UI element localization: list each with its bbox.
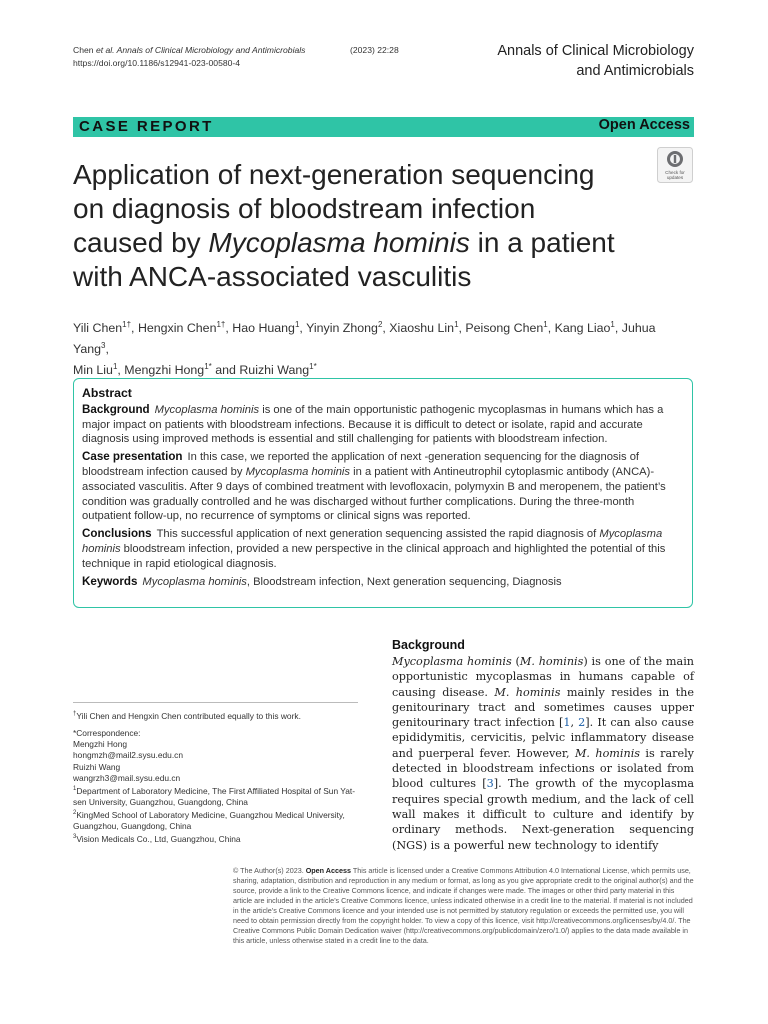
author-sup: 2 bbox=[377, 320, 383, 329]
author[interactable]: Xiaoshu Lin bbox=[389, 321, 455, 336]
affiliation bbox=[73, 808, 368, 832]
badge-line2: updates bbox=[666, 175, 684, 180]
abstract-case-text1: In this case, we reported the application of next -generation sequencing for the diagnosis of bloodstream infection caused by bbox=[82, 451, 640, 478]
correspondent-name: Mengzhi Hong bbox=[73, 739, 128, 750]
author-sup: 1 bbox=[112, 362, 118, 372]
abstract-organism: Mycoplasma hominis bbox=[154, 403, 260, 416]
citation-journal: Annals of Clinical Microbiology and Antimicrobials bbox=[114, 45, 306, 55]
author-sup: 1 bbox=[543, 320, 548, 329]
abstract-keywords-text: , Bloodstream infection, Next generation sequencing, Diagnosis bbox=[246, 575, 562, 588]
author-sup: 1 bbox=[294, 320, 300, 329]
author-sup: 1† bbox=[122, 320, 132, 329]
license-text: This article is licensed under a Creative Commons Attribution 4.0 International License, which permits use, sharing, adaptation, distribution and reproduction in any medium or format, as long as you give appropriate credit to the original author(s) and the source, provide a link to the Creative Commons licence, and indicate if changes were made. The images or other third party material in this article are included in the article’s Creative Commons licence, unless indicated otherwise in a credit line to the material. If material is not included in the article’s Creative Commons licence and your intended use is not permitted by statutory regulation or exceeds the permitted use, you will need to obtain permission directly from the copyright holder. To view a copy of this licence, visit http://creativecommons.org/licenses/by/4.0/. The Creative Commons Public Domain Dedication waiver (http://creativecommons.org/publicdomain/zero/1.0/) applies to the data made available in this article, unless otherwise stated in a credit line to the data. bbox=[233, 866, 694, 945]
abstract-heading: Abstract bbox=[82, 386, 132, 400]
abstract-conclusions-text1: This successful application of next generation sequencing assisted the rapid diagnosis of bbox=[156, 528, 600, 541]
author-list: Yili Chen$^{1\dagger}$, Hengxin Chen$^{1\dagger}$, Hao Huang$^1$, Yinyin Zhong$^2$, Xiaoshu Lin$^1$, Peisong Chen$^1$, Kang Liao$^1$, Juhua Yang$^3$, Min Liu$^1$, Mengzhi Hong$^{1*}$ and Ruizhi Wang$^{1*}$ bbox=[73, 320, 656, 378]
bg-text: , bbox=[570, 716, 579, 730]
bg-organism: Mycoplasma hominis bbox=[392, 655, 512, 668]
bg-organism-abbr: M. hominis bbox=[494, 685, 561, 699]
abstract-conclusions-label: Conclusions bbox=[82, 527, 152, 541]
citation-header bbox=[73, 44, 433, 70]
author[interactable]: Hengxin Chen bbox=[137, 321, 217, 336]
correspondence-block bbox=[73, 728, 368, 845]
aff-sup: 2 bbox=[73, 810, 77, 817]
author[interactable]: Peisong Chen bbox=[465, 321, 544, 336]
section-heading-background: Background bbox=[392, 638, 465, 652]
author-sup: 1* bbox=[309, 362, 317, 372]
bg-text: mainly resides in the genitourinary tract and sometimes causes upper genitourinary tract infection [ bbox=[392, 685, 694, 730]
abstract-background-label: Background bbox=[82, 402, 150, 416]
bg-text: ]. It can also cause epididymitis, cervicitis, pelvic inflammatory disease and puerperal fever. However, bbox=[392, 716, 694, 760]
author[interactable]: Ruizhi Wang bbox=[239, 363, 310, 378]
check-updates-icon bbox=[657, 147, 693, 183]
affiliation bbox=[73, 832, 368, 845]
bg-text: ) is one of the main opportunistic mycoplasmas in humans capable of causing disease. bbox=[392, 655, 694, 699]
title-line1: Application of next-generation sequencing bbox=[73, 159, 595, 190]
affiliation-text: Department of Laboratory Medicine, The First Affiliated Hospital of Sun Yat-sen University, Guangzhou, Guangdong, China bbox=[73, 785, 356, 808]
author[interactable]: Yili Chen bbox=[73, 321, 123, 336]
license-prefix: © The Author(s) 2023. bbox=[233, 866, 306, 875]
abstract-case bbox=[82, 450, 683, 524]
correspondent-email[interactable]: wangrzh3@mail.sysu.edu.cn bbox=[73, 772, 181, 783]
article-title bbox=[73, 158, 643, 294]
author-sup: 1 bbox=[454, 320, 459, 329]
license-statement bbox=[233, 866, 695, 946]
correspondent-email[interactable]: hongmzh@mail2.sysu.edu.cn bbox=[73, 750, 183, 761]
abstract-box bbox=[73, 378, 693, 608]
equal-contribution-note bbox=[73, 709, 368, 722]
author[interactable]: Min Liu bbox=[73, 363, 113, 378]
journal-name bbox=[434, 41, 694, 81]
article-type-banner bbox=[73, 117, 694, 137]
bg-organism-abbr: M. hominis bbox=[574, 746, 641, 760]
abstract-conclusions bbox=[82, 527, 683, 571]
abstract-background-text: is one of the main opportunistic pathogenic mycoplasmas in humans which has a major impact on patients with bloodstream infections. Because it is difficult to detect or isolate, rapid and accurate diagnosis using improved methods is essential and still challenging for patients with bloodstream infection. bbox=[82, 403, 664, 446]
abstract-conclusions-organism: Mycoplasma hominis bbox=[82, 528, 663, 555]
citation-et-al: et al. bbox=[95, 45, 115, 55]
footnote-divider bbox=[73, 702, 358, 703]
open-access-label: Open Access bbox=[598, 117, 690, 133]
reference-link[interactable]: 3 bbox=[486, 777, 494, 791]
correspondent-name: Ruizhi Wang bbox=[73, 761, 121, 772]
equal-text: Yili Chen and Hengxin Chen contributed equally to this work. bbox=[76, 710, 301, 721]
aff-sup: 3 bbox=[73, 834, 77, 841]
abstract-background bbox=[82, 403, 683, 447]
author-sup: 1 bbox=[610, 320, 615, 329]
title-line3-post: in a patient bbox=[469, 227, 615, 258]
abstract-keywords bbox=[82, 575, 683, 590]
author[interactable]: Kang Liao bbox=[554, 321, 611, 336]
affiliation bbox=[73, 784, 368, 808]
reference-link[interactable]: 2 bbox=[578, 716, 586, 730]
title-line4: with ANCA-associated vasculitis bbox=[73, 261, 472, 292]
badge-line1: Check for bbox=[665, 170, 685, 175]
article-type-label: CASE REPORT bbox=[79, 118, 214, 135]
author[interactable]: Juhua Yang bbox=[73, 321, 656, 357]
bg-organism-abbr: M. hominis bbox=[519, 655, 584, 668]
bg-text: ]. The growth of the mycoplasma requires special growth medium, and the lack of cell wall makes it difficult to culture and identify by ordinary methods. Next-generation sequencing (NGS) is a powerful new technology to identify bbox=[392, 777, 694, 852]
citation-authors: Chen bbox=[73, 45, 96, 55]
title-line3-pre: caused by bbox=[73, 227, 209, 258]
bg-text: is rarely detected in bloodstream infections or isolated from blood cultures [ bbox=[392, 746, 694, 791]
check-for-updates-badge[interactable] bbox=[657, 147, 693, 183]
reference-link[interactable]: 1 bbox=[563, 716, 571, 730]
correspondence-label: *Correspondence: bbox=[73, 728, 141, 738]
background-paragraph bbox=[392, 654, 694, 853]
authors-and: and bbox=[215, 363, 236, 378]
affiliation-text: Vision Medicals Co., Ltd, Guangzhou, China bbox=[76, 834, 241, 845]
title-line3 bbox=[73, 226, 643, 260]
bg-text: ( bbox=[511, 655, 520, 668]
title-line2: on diagnosis of bloodstream infection bbox=[73, 193, 536, 224]
abstract-case-text2: in a patient with Antineutrophil cytoplasmic antibody (ANCA)-associated vasculitis. After 9 days of combined treatment with levofloxacin, polymyxin B and meropenem, the patient’s condition was gradually controlled and he was discharged without further complications. During the three-month outpatient follow-up, no recurrence of symptoms or clinical signs was reported. bbox=[82, 465, 666, 523]
abstract-case-organism: Mycoplasma hominis bbox=[245, 465, 351, 478]
author[interactable]: Mengzhi Hong bbox=[124, 363, 205, 378]
doi-link[interactable]: https://doi.org/10.1186/s12941-023-00580-4 bbox=[73, 58, 241, 68]
title-organism: Mycoplasma hominis bbox=[208, 227, 470, 258]
journal-name-line1: Annals of Clinical Microbiology bbox=[497, 43, 694, 59]
author-sup: 1* bbox=[204, 362, 212, 372]
keyword-organism: Mycoplasma hominis bbox=[142, 575, 247, 588]
abstract-conclusions-text2: bloodstream infection, provided a new perspective in the clinical approach and highlighted the potential of this technique in rapid etiological diagnosis. bbox=[82, 542, 666, 570]
equal-sup: † bbox=[73, 711, 77, 717]
abstract-keywords-label: Keywords bbox=[82, 574, 138, 588]
author-sup: 1† bbox=[216, 320, 226, 329]
citation-year-volume: (2023) 22:28 bbox=[350, 45, 399, 55]
journal-name-line2: and Antimicrobials bbox=[576, 63, 694, 79]
aff-sup: 1 bbox=[73, 786, 77, 793]
license-open-access: Open Access bbox=[305, 866, 351, 875]
author-sup: 3 bbox=[101, 341, 106, 351]
affiliation-text: KingMed School of Laboratory Medicine, Guangzhou Medical University, Guangzhou, Guangdong, China bbox=[73, 810, 345, 832]
abstract-case-label: Case presentation bbox=[82, 450, 183, 464]
author[interactable]: Hao Huang bbox=[232, 321, 295, 336]
author[interactable]: Yinyin Zhong bbox=[306, 321, 378, 336]
